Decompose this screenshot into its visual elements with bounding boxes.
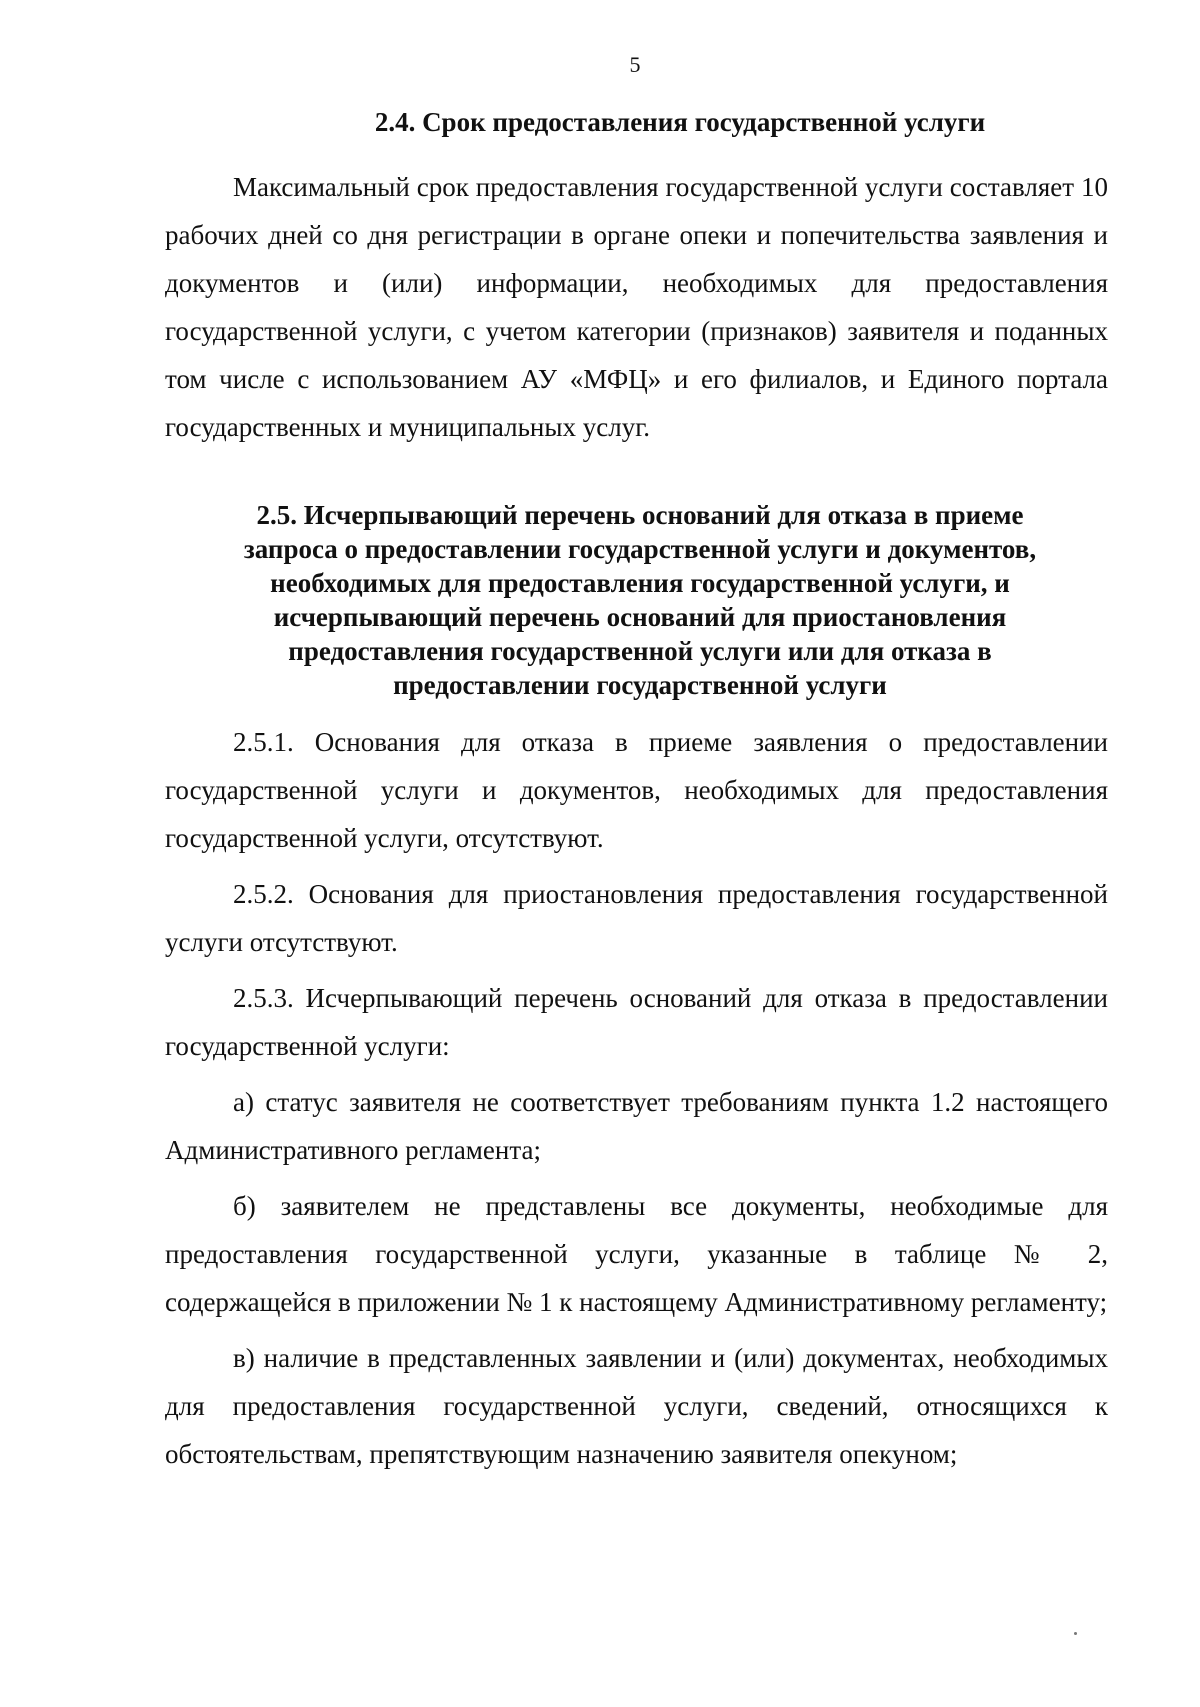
clause-item-v: в) наличие в представленных заявлении и (или) документах, необходимых для предоставления государственной услуги, сведений, относящихся к обстоятельствам, препятствующим назначению заявителя опекуном; xyxy=(165,1343,1108,1469)
section-2-5-heading xyxy=(200,498,1080,702)
clause-item-a: а) статус заявителя не соответствует требованиям пункта 1.2 настоящего Административного регламента; xyxy=(165,1087,1108,1165)
section-2-5-heading-line: запроса о предоставлении государственной услуги и документов, xyxy=(243,534,1037,564)
clause-2-5-1: 2.5.1. Основания для отказа в приеме заявления о предоставлении государственной услуги и документов, необходимых для предоставления государственной услуги, отсутствуют. xyxy=(165,727,1108,853)
clause-2-5-2: 2.5.2. Основания для приостановления предоставления государственной услуги отсутствуют. xyxy=(165,879,1108,957)
scan-speck xyxy=(1074,1632,1077,1635)
section-2-5-heading-line: предоставления государственной услуги или для отказа в xyxy=(288,636,992,666)
section-2-4-heading: 2.4. Срок предоставления государственной услуги xyxy=(374,107,986,137)
section-2-4-paragraph: Максимальный срок предоставления государственной услуги составляет 10 рабочих дней со дня регистрации в органе опеки и попечительства заявления и документов и (или) информации, необходимых для предоставления государственной услуги, с учетом категории (признаков) заявителя и поданных том числе с использованием АУ «МФЦ» и его филиалов, и Единого портала государственных и муниципальных услуг. xyxy=(165,172,1108,442)
section-2-5-heading-line: 2.5. Исчерпывающий перечень оснований для отказа в приеме xyxy=(256,500,1024,530)
section-2-5-heading-line: необходимых для предоставления государственной услуги, и xyxy=(270,568,1010,598)
clause-item-b: б) заявителем не представлены все документы, необходимые для предоставления государственной услуги, указанные в таблице № 2, содержащейся в приложении № 1 к настоящему Административному регламенту; xyxy=(165,1191,1108,1317)
section-2-4-body xyxy=(165,163,1108,451)
section-2-5-heading-line: исчерпывающий перечень оснований для приостановления xyxy=(273,602,1007,632)
page-number: 5 xyxy=(629,52,641,77)
clause-2-5-3: 2.5.3. Исчерпывающий перечень оснований для отказа в предоставлении государственной услуги: xyxy=(165,983,1108,1061)
section-2-5-heading-line: предоставлении государственной услуги xyxy=(393,670,887,700)
section-2-5-body xyxy=(165,718,1108,1478)
